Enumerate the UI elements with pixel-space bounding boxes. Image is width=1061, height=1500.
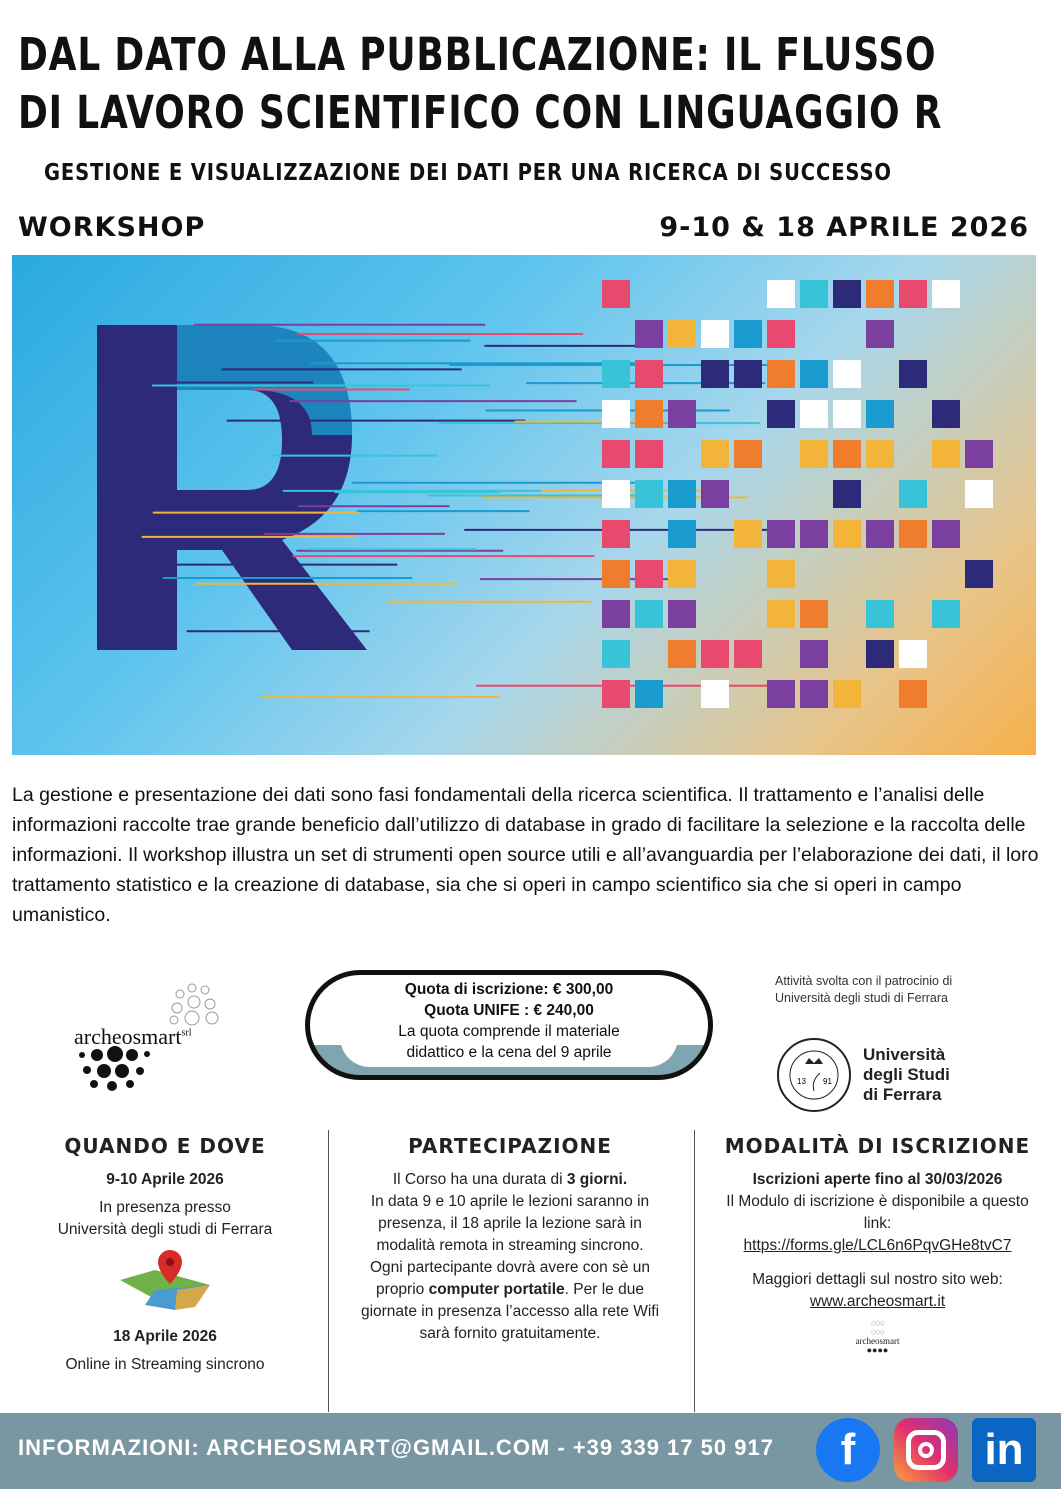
data-tile	[833, 280, 861, 308]
data-tile	[899, 480, 927, 508]
data-tile	[833, 480, 861, 508]
registration-section	[705, 1135, 1050, 1355]
data-tile	[899, 360, 927, 388]
date-2: 18 Aprile 2026	[113, 1328, 217, 1345]
registration-text: Il Modulo di iscrizione è disponibile a questo link:	[726, 1193, 1029, 1232]
data-tile	[668, 520, 696, 548]
place-1: In presenza presso	[99, 1199, 231, 1216]
data-tile	[635, 600, 663, 628]
data-tile	[866, 640, 894, 668]
data-tile	[866, 400, 894, 428]
data-tile	[800, 640, 828, 668]
data-tile	[800, 280, 828, 308]
data-tile	[602, 640, 630, 668]
data-tile	[833, 400, 861, 428]
data-tile	[602, 400, 630, 428]
svg-text:13: 13	[797, 1077, 806, 1086]
data-tile	[833, 520, 861, 548]
data-tile	[734, 320, 762, 348]
r-data-illustration	[12, 255, 1036, 755]
participation-text: Il Corso ha una durata di 3 giorni. In data 9 e 10 aprile le lezioni saranno in presenza, il 18 aprile la lezione sarà in modalità remota in streaming sincrono. Ogni partecipante dovrà avere con sè un proprio computer portatile. Per le due giornate in presenza l’accesso alla rete Wifi sarà fornito gratuitamente.	[360, 1171, 660, 1342]
data-tile	[668, 640, 696, 668]
data-tile	[734, 640, 762, 668]
data-tile	[800, 680, 828, 708]
data-tile	[602, 280, 630, 308]
data-tile	[767, 400, 795, 428]
price-box	[305, 970, 713, 1080]
data-tile	[899, 520, 927, 548]
data-tile	[767, 600, 795, 628]
data-tile	[734, 360, 762, 388]
date-1: 9-10 Aprile 2026	[106, 1171, 224, 1188]
data-tile	[866, 280, 894, 308]
data-tile	[767, 560, 795, 588]
place-2: Università degli studi di Ferrara	[57, 1221, 273, 1238]
data-tile	[635, 360, 663, 388]
data-tile	[767, 680, 795, 708]
data-tile	[602, 520, 630, 548]
workshop-label: WORKSHOP	[18, 212, 206, 243]
price-note-1: La quota comprende il materiale	[398, 1023, 620, 1040]
data-tile	[800, 360, 828, 388]
data-tile	[932, 440, 960, 468]
map-pin-icon	[115, 1245, 215, 1315]
hero-image	[12, 255, 1036, 755]
data-tile	[734, 520, 762, 548]
data-tile	[668, 320, 696, 348]
archeosmart-small-logo: ○○○ ○○○ archeosmart ●●●●	[855, 1318, 900, 1355]
section-title: PARTECIPAZIONE	[408, 1134, 612, 1158]
unife-seal-icon	[775, 1036, 853, 1114]
data-tile	[833, 360, 861, 388]
column-divider	[694, 1130, 695, 1412]
instagram-icon[interactable]	[894, 1418, 958, 1482]
data-tile	[668, 480, 696, 508]
archeosmart-wordmark: archeosmart$^{srl}$	[74, 1024, 192, 1049]
unife-name-1: Università	[863, 1045, 946, 1064]
data-tile	[701, 360, 729, 388]
data-tile	[899, 280, 927, 308]
data-tile	[701, 320, 729, 348]
data-tile	[899, 680, 927, 708]
data-tile	[602, 480, 630, 508]
data-tile	[800, 400, 828, 428]
unife-name-3: di Ferrara	[863, 1085, 942, 1104]
when-where-section	[10, 1135, 320, 1376]
data-tile	[800, 520, 828, 548]
data-tile	[866, 520, 894, 548]
data-tile	[767, 520, 795, 548]
data-tile	[965, 480, 993, 508]
place-3: Online in Streaming sincrono	[65, 1356, 265, 1373]
patronage-text: Attività svolta con il patrocinio di Università degli studi di Ferrara	[775, 974, 953, 1005]
data-tile	[602, 680, 630, 708]
page-title	[18, 26, 942, 142]
facebook-icon[interactable]: f	[816, 1418, 880, 1482]
intro-paragraph: La gestione e presentazione dei dati sono fasi fondamentali della ricerca scientifica. Il trattamento e l’analisi delle informazioni raccolte trae grande beneficio dall’utilizzo di database in grado di facilitare la selezione e la raccolta delle informazioni. Il workshop illustra un set di strumenti open source utili e all’avanguardia per l’elaborazione dei dati, il loro trattamento statistico e la creazione di database, sia che si operi in campo scientifico sia che si operi in campo umanistico.	[12, 784, 1039, 926]
registration-deadline: Iscrizioni aperte fino al 30/03/2026	[752, 1171, 1003, 1188]
data-tile	[932, 280, 960, 308]
data-tile	[767, 280, 795, 308]
contact-info: INFORMAZIONI: ARCHEOSMART@GMAIL.COM - +39 339 17 50 917	[18, 1435, 774, 1460]
data-tile	[602, 560, 630, 588]
registration-form-link[interactable]: https://forms.gle/LCL6n6PqvGHe8tvC7	[743, 1237, 1012, 1254]
data-tile	[965, 560, 993, 588]
data-tile	[932, 400, 960, 428]
data-tile	[635, 320, 663, 348]
data-tile	[800, 600, 828, 628]
data-tile	[668, 600, 696, 628]
data-tile	[833, 440, 861, 468]
data-tile	[635, 400, 663, 428]
data-tile	[866, 320, 894, 348]
data-tile	[767, 360, 795, 388]
data-tile	[701, 680, 729, 708]
data-tile	[800, 440, 828, 468]
archeosmart-logo	[72, 980, 242, 1095]
data-tile	[602, 600, 630, 628]
data-tile	[866, 440, 894, 468]
data-tile	[701, 480, 729, 508]
data-tile	[734, 440, 762, 468]
price-standard: Quota di iscrizione: € 300,00	[404, 981, 614, 998]
data-tile	[701, 640, 729, 668]
column-divider	[328, 1130, 329, 1412]
price-unife: Quota UNIFE : € 240,00	[424, 1002, 594, 1019]
data-tile	[602, 440, 630, 468]
participation-section	[340, 1135, 680, 1345]
more-info-text: Maggiori dettagli sul nostro sito web:	[752, 1271, 1003, 1288]
subtitle: GESTIONE E VISUALIZZAZIONE DEI DATI PER UNA RICERCA DI SUCCESSO	[44, 160, 892, 186]
section-title: MODALITÀ DI ISCRIZIONE	[724, 1134, 1031, 1158]
data-tile	[668, 400, 696, 428]
linkedin-icon[interactable]: in	[972, 1418, 1036, 1482]
workshop-dates: 9-10 & 18 APRILE 2026	[659, 212, 1029, 243]
data-tile	[932, 520, 960, 548]
data-tile	[833, 680, 861, 708]
data-tile	[602, 360, 630, 388]
unife-logo	[775, 1036, 950, 1114]
data-tile	[635, 680, 663, 708]
title-line-1: DAL DATO ALLA PUBBLICAZIONE: IL FLUSSO	[18, 28, 937, 81]
unife-name-2: degli Studi	[863, 1065, 950, 1084]
data-tile	[965, 440, 993, 468]
data-tile	[635, 440, 663, 468]
website-link[interactable]: www.archeosmart.it	[809, 1293, 946, 1310]
data-tile	[866, 600, 894, 628]
data-tile	[767, 320, 795, 348]
data-tile	[932, 600, 960, 628]
price-note-2: didattico e la cena del 9 aprile	[406, 1044, 612, 1061]
data-tile	[668, 560, 696, 588]
title-line-2: DI LAVORO SCIENTIFICO CON LINGUAGGIO R	[18, 86, 943, 139]
data-tile	[899, 640, 927, 668]
data-tile	[635, 560, 663, 588]
section-title: QUANDO E DOVE	[64, 1134, 266, 1158]
data-tile	[635, 480, 663, 508]
svg-text:91: 91	[823, 1077, 832, 1086]
data-tile	[701, 440, 729, 468]
